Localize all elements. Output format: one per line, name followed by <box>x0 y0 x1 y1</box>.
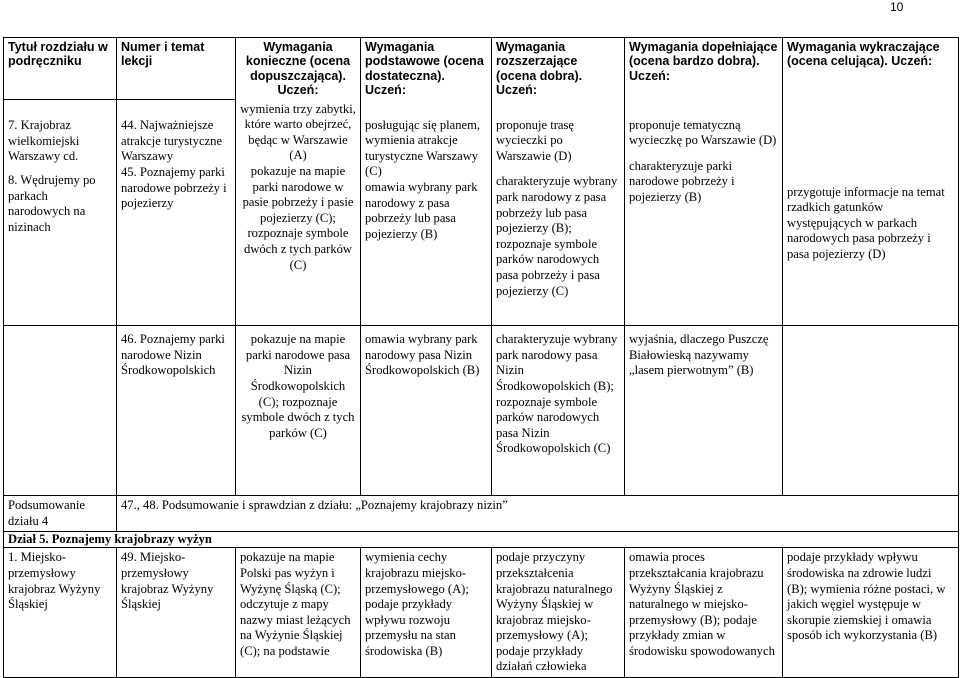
exceeding-cell: przygotuje informacje na temat rzadkich gatunków występujących w parkach narodowych pasa pobrzeży i pasa pojezierzy (D) <box>783 100 959 326</box>
header-lesson: Numer i temat lekcji <box>117 38 236 100</box>
requirements-table <box>3 37 959 678</box>
required-cell: pokazuje na mapie Polski pas wyżyn i Wyżynę Śląską (C); odczytuje z mapy nazwy miast leżących na Wyżynie Śląskiej (C); na podstawie <box>236 548 361 678</box>
chapter-8: 8. Wędrujemy po parkach narodowych na nizinach <box>8 172 96 234</box>
header-exceeding: Wymagania wykraczające (ocena celująca). Uczeń: <box>783 38 959 100</box>
chapter-cell: 1. Miejsko-przemysłowy krajobraz Wyżyny Śląskiej <box>4 548 117 678</box>
lesson-cell: 49. Miejsko-przemysłowy krajobraz Wyżyny Śląskiej <box>117 548 236 678</box>
extended-cell: podaje przyczyny przekształcenia krajobrazu naturalnego Wyżyny Śląskiej w krajobraz miejsko-przemysłowy (A); podaje przykłady działań człowieka <box>492 548 625 678</box>
header-complementary: Wymagania dopełniające (ocena bardzo dobra). Uczeń: <box>625 38 783 100</box>
extended-cell: proponuje trasę wycieczki po Warszawie (D) charakteryzuje wybrany park narodowy z pasa pobrzeży lub pasa pojezierzy (B); rozpoznaje symbole parków narodowych pasa pobrzeży i pasa pojezierzy (C) <box>492 100 625 326</box>
summary-label: Podsumowanie działu 4 <box>4 496 117 532</box>
lesson-46: 46. Poznajemy parki narodowe Nizin Środkowopolskich <box>121 332 225 378</box>
table-row <box>4 548 959 678</box>
complementary-cell: proponuje tematyczną wycieczkę po Warszawie (D) charakteryzuje parki narodowe pobrzeży i pojezierzy (B) <box>625 100 783 326</box>
header-basic: Wymagania podstawowe (ocena dostateczna). Uczeń: <box>361 38 492 100</box>
chapter-cell <box>4 100 117 326</box>
complementary-cell: wyjaśnia, dlaczego Puszczę Białowieską nazywamy „lasem pierwotnym” (B) <box>625 326 783 496</box>
summary-text: 47., 48. Podsumowanie i sprawdzian z działu: „Poznajemy krajobrazy nizin” <box>117 496 959 532</box>
header-required: Wymagania konieczne (ocena dopuszczająca). Uczeń: <box>236 38 361 100</box>
exceeding-cell: podaje przykłady wpływu środowiska na zdrowie ludzi (B); wymienia różne postaci, w jakich węgiel występuje w skorupie ziemskiej i omawia sposób ich wykorzystania (B) <box>783 548 959 678</box>
section-title: Dział 5. Poznajemy krajobrazy wyżyn <box>4 532 959 548</box>
summary-row <box>4 496 959 532</box>
table-row <box>4 326 959 496</box>
header-row <box>4 38 959 100</box>
header-extended: Wymagania rozszerzające (ocena dobra). Uczeń: <box>492 38 625 100</box>
basic-cell: wymienia cechy krajobrazu miejsko-przemysłowego (A); podaje przykłady wpływu rozwoju przemysłu na stan środowiska (B) <box>361 548 492 678</box>
page-number: 10 <box>890 0 904 14</box>
table-row <box>4 100 959 326</box>
chapter-7: 7. Krajobraz wielkomiejski Warszawy cd. <box>8 118 80 164</box>
section-row <box>4 532 959 548</box>
basic-cell: posługując się planem, wymienia atrakcje turystyczne Warszawy (C) omawia wybrany park narodowy z pasa pobrzeży lub pasa pojezierzy (B) <box>361 100 492 326</box>
header-chapter: Tytuł rozdziału w podręczniku <box>4 38 117 100</box>
lesson-44: 44. Najważniejsze atrakcje turystyczne Warszawy <box>121 118 223 164</box>
complementary-cell: omawia proces przekształcania krajobrazu Wyżyny Śląskiej z naturalnego w miejsko-przemysłowy (B); podaje przykłady zmian w środowisku spowodowanych <box>625 548 783 678</box>
basic-cell: omawia wybrany park narodowy pasa Nizin Środkowopolskich (B) <box>361 326 492 496</box>
chapter-cell <box>4 326 117 496</box>
extended-cell: charakteryzuje wybrany park narodowy pasa Nizin Środkowopolskich (B); rozpoznaje symbole parków narodowych pasa Nizin Środkowopolskich (C) <box>492 326 625 496</box>
required-cell: wymienia trzy zabytki, które warto obejrzeć, będąc w Warszawie (A) pokazuje na mapie parki narodowe w pasie pobrzeży i pasie pojezierzy (C); rozpoznaje symbole dwóch z tych parków (C) <box>236 100 361 326</box>
lesson-45: 45. Poznajemy parki narodowe pobrzeży i pojezierzy <box>121 164 227 211</box>
required-cell: pokazuje na mapie parki narodowe pasa Nizin Środkowopolskich (C); rozpoznaje symbole dwóch z tych parków (C) <box>236 326 361 496</box>
lesson-cell <box>117 326 236 496</box>
lesson-cell <box>117 100 236 326</box>
exceeding-cell <box>783 326 959 496</box>
